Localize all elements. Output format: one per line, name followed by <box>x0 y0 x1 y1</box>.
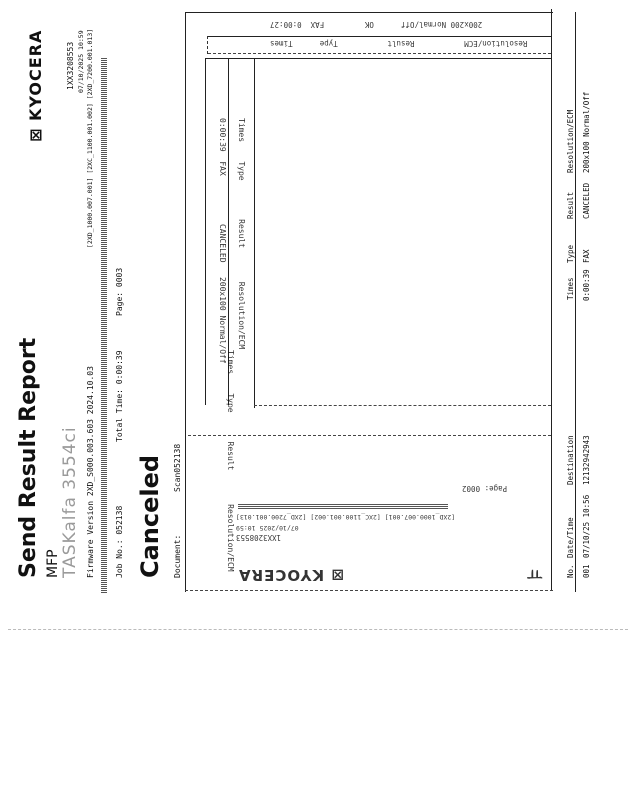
ghost-serial: 1XX3208553 <box>236 533 282 542</box>
page-number: Page: 0003 <box>115 267 124 316</box>
col-type: Type <box>566 244 575 263</box>
report-model: TASKalfa 3554ci <box>60 426 80 578</box>
ghost-top-header: Resolution/ECM Result Type Times <box>270 39 528 48</box>
ghost-table-row-v: 0:00:39 FAX CANCELED 200x100 Normal/Off <box>218 118 227 364</box>
col-no: No. <box>566 564 575 578</box>
ghost-top-row: 200x200 Normal/Off OK FAX 0:00:27 <box>270 20 483 29</box>
col-destination: Destination <box>566 435 575 485</box>
ghost-frame-left <box>185 12 186 592</box>
row-result: CANCELED <box>582 182 591 219</box>
ghost-firmware-codes: [2XD_1000.007.001] [2XC_1100.001.002] [2XD_7200.001.013] <box>236 513 456 521</box>
table-header-line <box>575 12 576 592</box>
col-datetime: Date/Time <box>566 517 575 558</box>
header-firmware-codes: [2XD_1000.007.001] [2XC_1100.001.002] [2XD_7200.001.013] <box>86 28 94 248</box>
ghost-corner-mark: ㅠ <box>527 565 543 584</box>
row-resolution: 200x100 Normal/Off <box>582 91 591 173</box>
ghost-dither-bar <box>238 504 448 509</box>
ghost-page-divider <box>188 435 551 436</box>
ghost-table-col-3 <box>254 58 255 408</box>
scan-noise-line <box>8 629 628 630</box>
total-time: Total Time: 0:00:39 <box>115 350 124 442</box>
ghost-datetime: 07/10/2025 10:59 <box>236 524 299 532</box>
status-canceled: Canceled <box>136 454 164 578</box>
ghost-frame-bottom <box>185 590 553 591</box>
col-resolution: Resolution/ECM <box>566 109 575 173</box>
ghost-table-header-v: Times Type Result Resolution/ECM <box>237 118 246 350</box>
brand-logo: ⊠ KYOCERA <box>26 29 45 142</box>
ghost-top-table-line-1 <box>208 36 551 37</box>
ghost-top-table-left <box>207 36 208 54</box>
table-row: 001 <box>582 564 591 578</box>
row-destination: 12132942943 <box>582 435 591 485</box>
document-value: Scan052138 <box>173 443 182 492</box>
col-times: Times <box>566 277 575 300</box>
ghost-table-col-1 <box>205 58 206 405</box>
document-label: Document: <box>173 534 182 578</box>
row-times: 0:00:39 <box>582 269 591 301</box>
ghost-frame-top <box>185 12 553 13</box>
header-serial: 1XX3208553 <box>66 41 75 90</box>
header-dither-bar <box>101 58 107 593</box>
ghost-table-top <box>205 58 551 59</box>
ghost-page-number: Page: 0002 <box>462 484 508 493</box>
header-datetime: 07/10/2025 10:59 <box>77 30 85 93</box>
report-category: MFP <box>45 549 61 578</box>
kyocera-logo-icon: ⊠ <box>330 566 344 584</box>
ghost-frame-right <box>551 9 552 591</box>
report-firmware: Firmware Version 2XD_S000.003.603 2024.10.03 <box>86 366 95 578</box>
ghost-table-header: Times Type Result Resolution/ECM <box>226 350 235 572</box>
kyocera-logo-icon: ⊠ <box>26 127 45 142</box>
ghost-table-bottom <box>254 405 551 406</box>
job-number: Job No.: 052138 <box>115 505 124 578</box>
row-datetime: 07/10/25 10:56 <box>582 494 591 558</box>
ghost-brand-logo: ⊠ KYOCERA <box>238 566 344 584</box>
col-result: Result <box>566 191 575 219</box>
report-title: Send Result Report <box>16 337 41 578</box>
ghost-top-table-line-2 <box>208 53 551 54</box>
row-type: FAX <box>582 249 591 263</box>
